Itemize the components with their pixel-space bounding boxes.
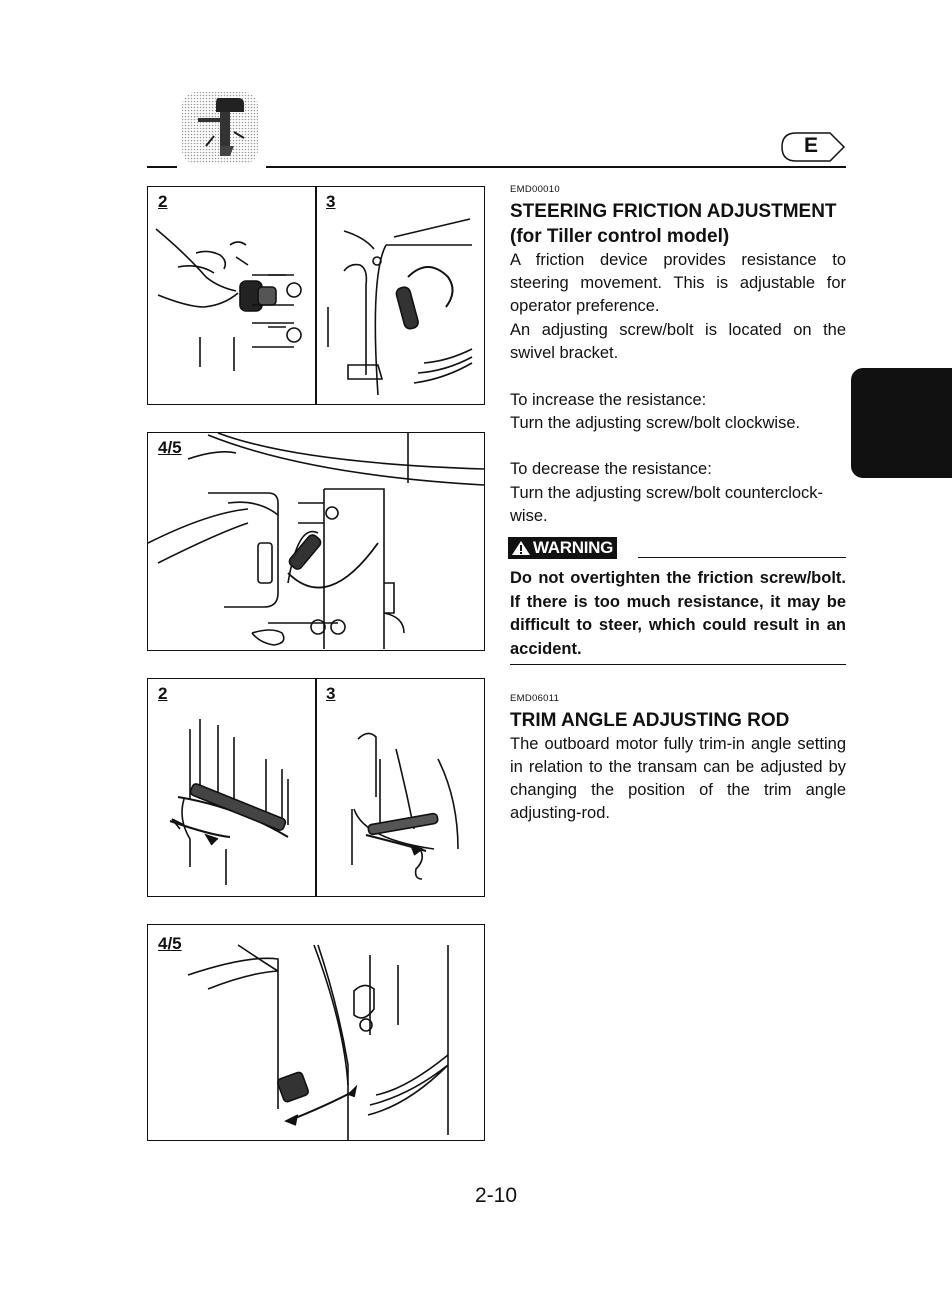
page-number: 2-10 xyxy=(474,1184,518,1207)
section-code-steering: EMD00010 xyxy=(510,184,560,195)
warning-triangle-icon xyxy=(511,540,531,556)
trim-title: TRIM ANGLE ADJUSTING ROD xyxy=(510,710,790,731)
trim-bracket-illustration xyxy=(148,925,484,1140)
header-rule-left xyxy=(147,166,177,168)
trim-text: The outboard motor fully trim-in angle setting in relation to the transam can be adjusted by changing the position of the trim angle adjusting-rod. xyxy=(510,735,846,822)
steering-location: An adjusting screw/bolt is located on the swivel bracket. xyxy=(510,321,846,362)
warning-rule-top xyxy=(638,557,846,558)
panel-label-right: 3 xyxy=(326,192,336,211)
header-rule xyxy=(266,166,846,168)
warning-text: Do not overtighten the friction screw/bolt. If there is too much resistance, it may be difficult to steer, which could result in an accident. xyxy=(510,569,846,658)
panel-label-right: 3 xyxy=(326,684,336,703)
warning-rule-bottom xyxy=(510,664,846,665)
increase-action: Turn the adjusting screw/bolt clockwise. xyxy=(510,414,801,432)
warning-badge xyxy=(508,537,617,559)
figure-panel-steering-45 xyxy=(147,432,485,651)
trim-rod-closeup-illustration xyxy=(148,679,484,896)
figure-panel-steering-top xyxy=(147,186,485,405)
warning-label: WARNING xyxy=(533,538,614,557)
decrease-label: To decrease the resistance: xyxy=(510,460,712,478)
panel-label-left: 2 xyxy=(158,684,168,703)
decrease-action: Turn the adjusting screw/bolt counterclock-wise. xyxy=(510,484,824,525)
language-badge-label: E xyxy=(803,134,818,157)
steering-title-line2: (for Tiller control model) xyxy=(510,226,730,247)
steering-intro: A friction device provides resistance to steering movement. This is adjustable for operator preference. xyxy=(510,251,846,315)
figure-panel-trim-top xyxy=(147,678,485,897)
chapter-side-tab xyxy=(851,368,952,478)
panel-label: 4/5 xyxy=(158,934,182,953)
steering-title-line1: STEERING FRICTION ADJUSTMENT xyxy=(510,201,837,222)
steering-bracket-illustration xyxy=(148,433,484,650)
steering-closeup-illustration xyxy=(148,187,484,404)
figure-panel-trim-45 xyxy=(147,924,485,1141)
panel-label: 4/5 xyxy=(158,438,182,457)
panel-label-left: 2 xyxy=(158,192,168,211)
section-code-trim: EMD06011 xyxy=(510,693,560,704)
section-icon xyxy=(178,88,262,166)
increase-label: To increase the resistance: xyxy=(510,391,707,409)
language-badge xyxy=(780,131,846,163)
